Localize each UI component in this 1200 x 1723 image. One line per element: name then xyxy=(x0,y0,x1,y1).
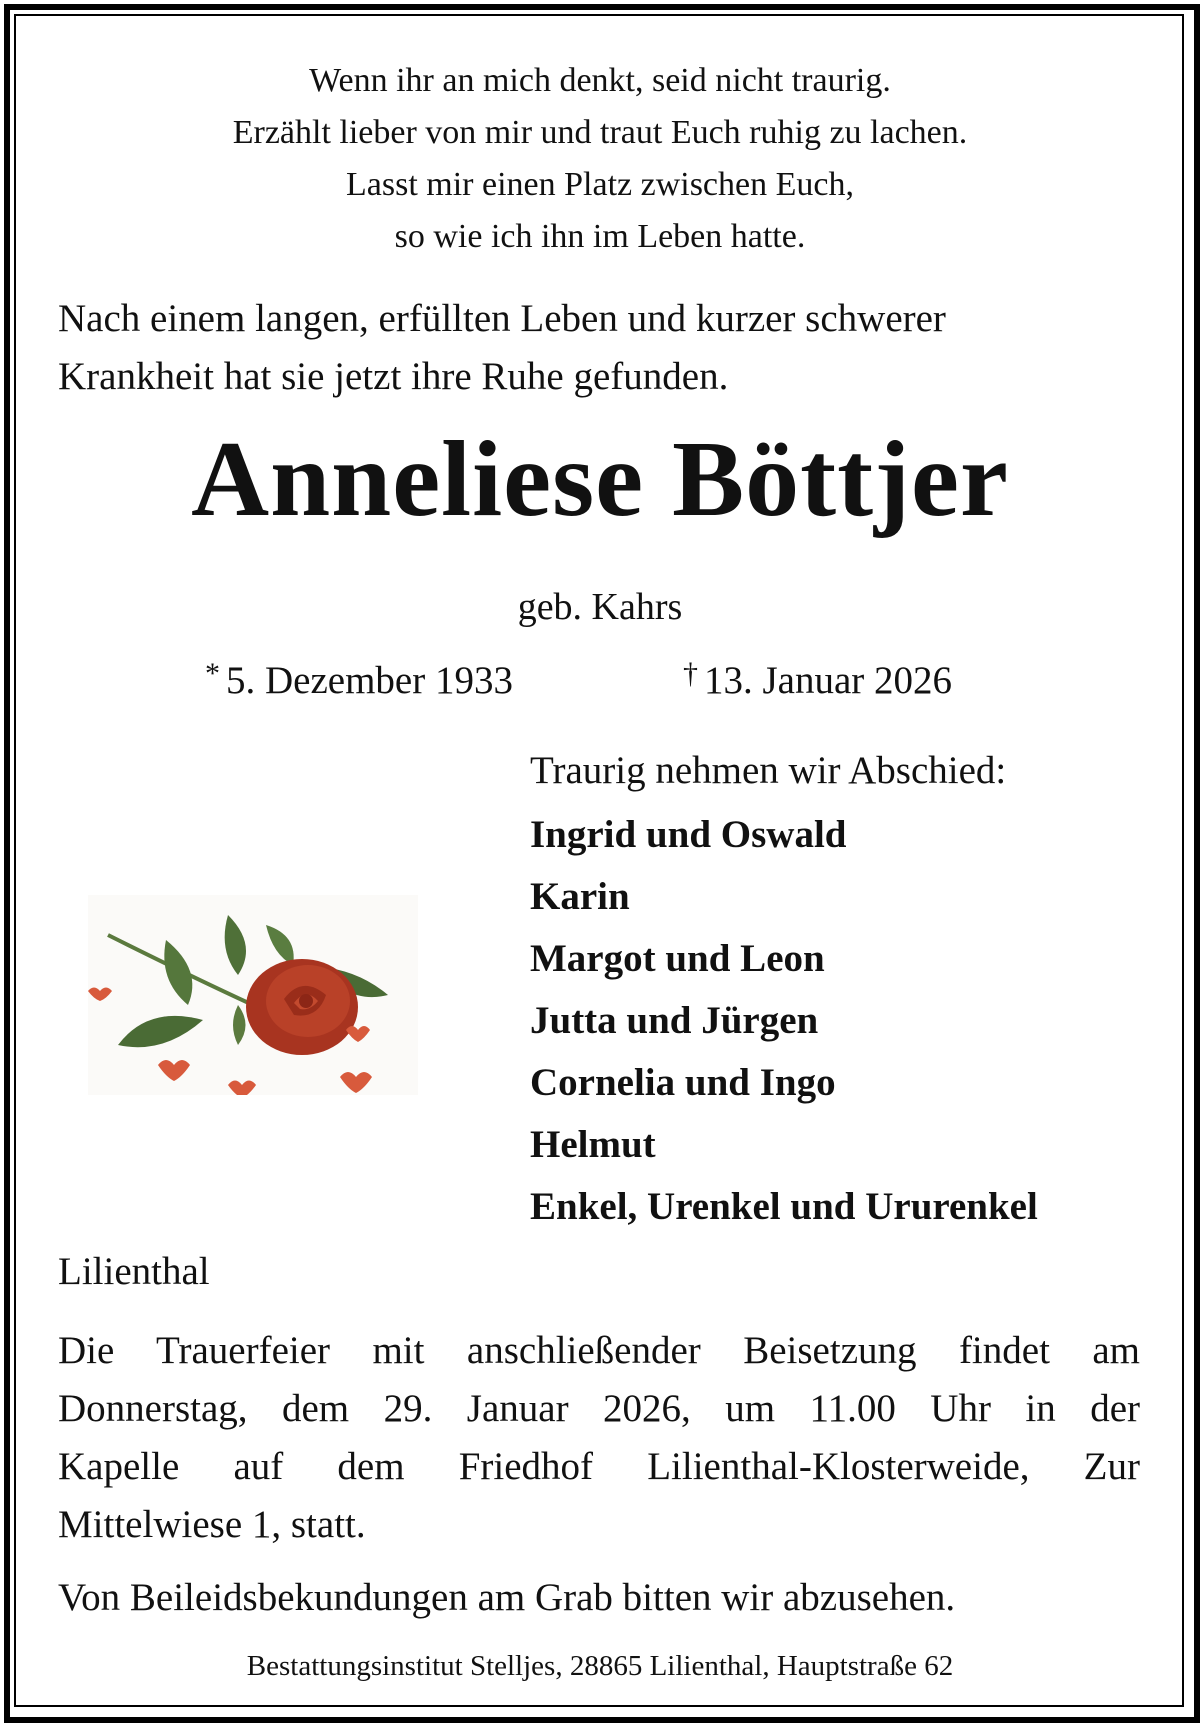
intro-line: Nach einem langen, erfüllten Leben und kurzer schwerer xyxy=(58,297,946,340)
poem-line: so wie ich ihn im Leben hatte. xyxy=(394,218,806,255)
service-line: Die Trauerfeier mit anschließender Beisetzung findet am xyxy=(58,1329,1140,1372)
mourner-name: Jutta und Jürgen xyxy=(530,999,819,1042)
poem-line: Lasst mir einen Platz zwischen Euch, xyxy=(346,166,854,203)
mourner-name: Ingrid und Oswald xyxy=(530,813,847,856)
maiden-name: geb. Kahrs xyxy=(517,586,683,628)
service-line: Kapelle auf dem Friedhof Lilienthal-Klosterweide, Zur xyxy=(58,1445,1140,1488)
condolence-note: Von Beileidsbekundungen am Grab bitten wir abzusehen. xyxy=(58,1576,956,1619)
rose-image xyxy=(88,895,418,1095)
mourner-name: Karin xyxy=(530,875,630,918)
poem-line: Wenn ihr an mich denkt, seid nicht traurig. xyxy=(309,62,891,99)
mourner-name: Cornelia und Ingo xyxy=(530,1061,836,1104)
birth-star-icon: * xyxy=(205,657,220,690)
mourner-name: Enkel, Urenkel und Ururenkel xyxy=(530,1185,1038,1228)
service-info xyxy=(58,1322,1140,1554)
poem-block xyxy=(0,55,1200,263)
death-cross-icon: † xyxy=(683,657,698,690)
birth-date-line xyxy=(205,648,513,707)
intro-text xyxy=(58,290,1148,406)
mourners-lead: Traurig nehmen wir Abschied: xyxy=(530,749,1007,792)
funeral-home-footer: Bestattungsinstitut Stelljes, 28865 Lilienthal, Hauptstraße 62 xyxy=(246,1650,954,1682)
death-date: 13. Januar 2026 xyxy=(704,659,953,702)
service-line: Mittelwiese 1, statt. xyxy=(58,1503,366,1546)
deceased-name: Anneliese Böttjer xyxy=(191,420,1009,539)
mourner-name: Margot und Leon xyxy=(530,937,825,980)
service-line: Donnerstag, dem 29. Januar 2026, um 11.00 Uhr in der xyxy=(58,1387,1140,1430)
birth-date: 5. Dezember 1933 xyxy=(226,659,513,702)
intro-line: Krankheit hat sie jetzt ihre Ruhe gefunden. xyxy=(58,355,729,398)
mourner-name: Helmut xyxy=(530,1123,656,1166)
place-name: Lilienthal xyxy=(58,1250,210,1293)
death-date-line xyxy=(683,648,952,707)
mourners-block xyxy=(530,740,1170,1238)
poem-line: Erzählt lieber von mir und traut Euch ruhig zu lachen. xyxy=(232,114,968,151)
